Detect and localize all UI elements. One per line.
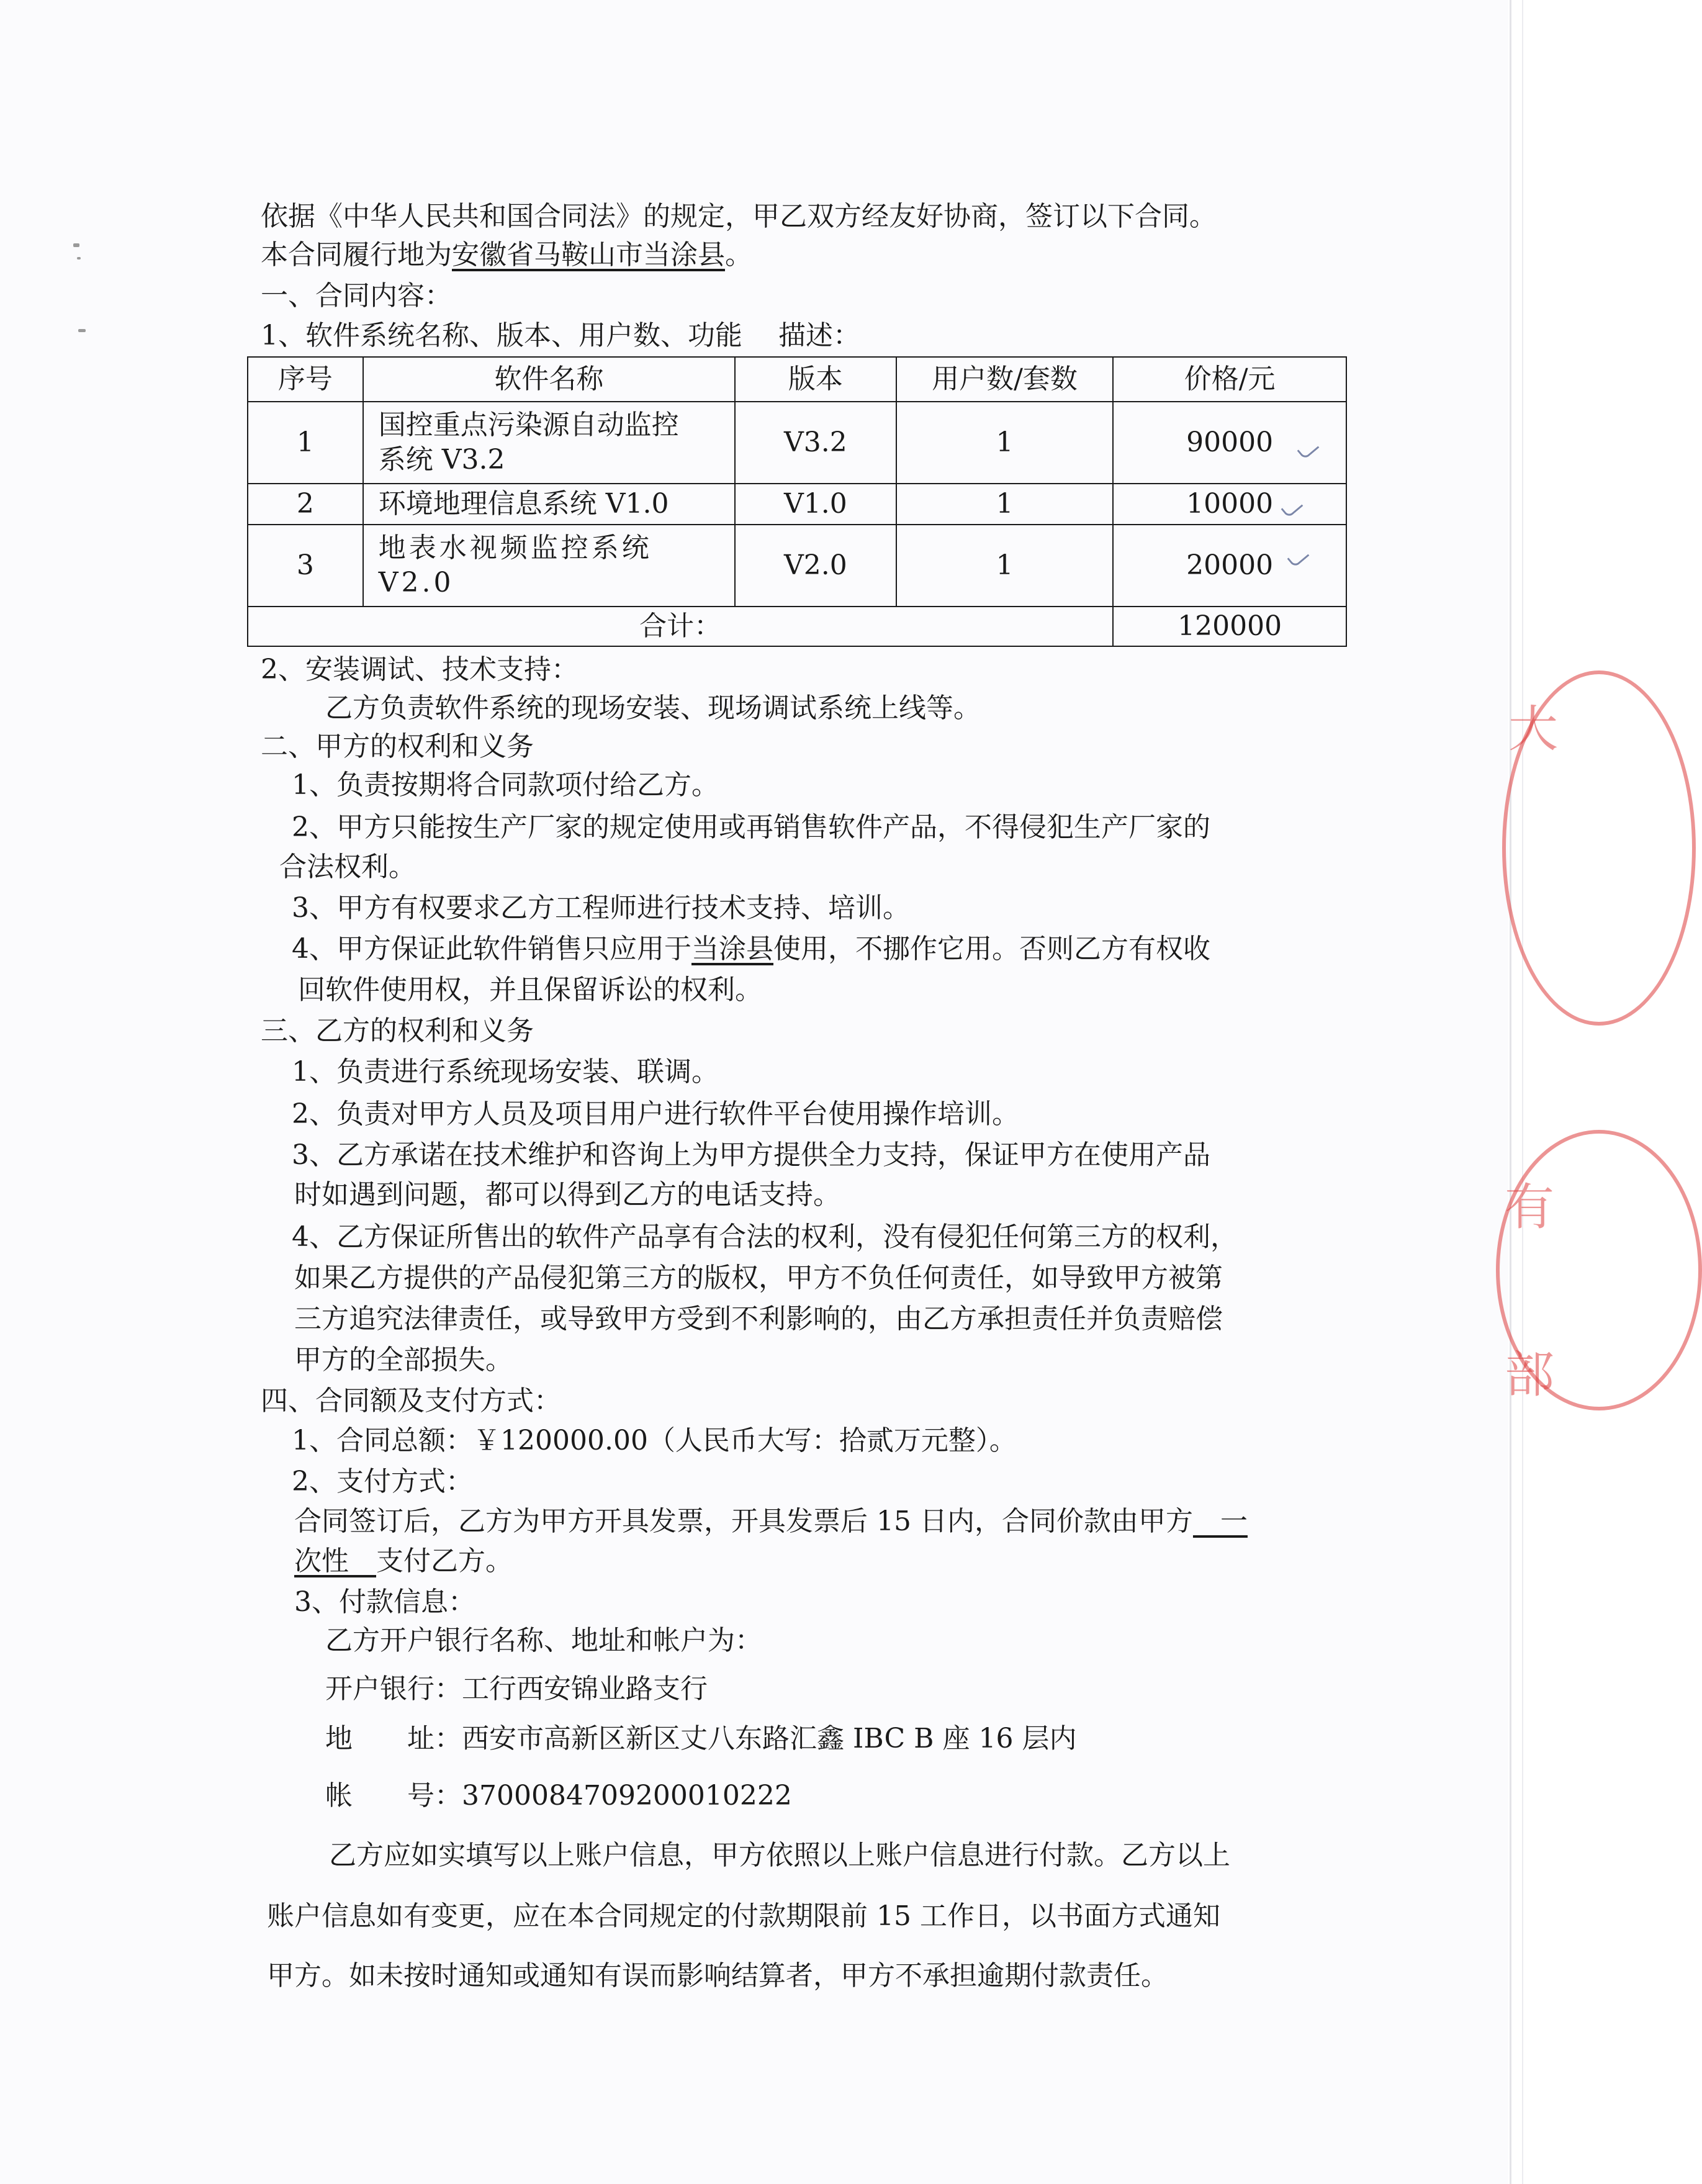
performance-place	[261, 236, 1341, 274]
row-version: V1.0	[735, 484, 896, 525]
page-edge	[1510, 0, 1511, 2184]
row-name-line: 国控重点污染源自动监控	[378, 409, 679, 441]
party-a-item-4-suffix: 使用，不挪作它用。否则乙方有权收	[773, 933, 1210, 965]
party-a-item-2: 2、甲方只能按生产厂家的规定使用或再销售软件产品，不得侵犯生产厂家的	[292, 811, 1210, 843]
party-b-item-3: 3、乙方承诺在技术维护和咨询上为甲方提供全力支持，保证甲方在使用产品	[292, 1139, 1210, 1171]
payment-method-suffix: 支付乙方。	[376, 1545, 513, 1577]
row-users: 1	[896, 402, 1114, 484]
row-version: V3.2	[735, 402, 896, 484]
header-name: 软件名称	[363, 357, 735, 402]
party-b-item-4-cont: 如果乙方提供的产品侵犯第三方的版权，甲方不负任何责任，如导致甲方被第	[294, 1262, 1223, 1294]
party-a-item-4-place: 当涂县	[691, 933, 773, 965]
scan-speck	[73, 243, 79, 247]
scan-speck	[78, 329, 86, 332]
account-note: 乙方应如实填写以上账户信息，甲方依照以上账户信息进行付款。乙方以上	[329, 1839, 1230, 1871]
party-b-item-3-cont: 时如遇到问题，都可以得到乙方的电话支持。	[294, 1179, 840, 1211]
party-b-title: 三、乙方的权利和义务	[261, 1015, 534, 1047]
row-price: 20000	[1113, 525, 1346, 607]
party-b-item-4: 4、乙方保证所售出的软件产品享有合法的权利，没有侵犯任何第三方的权利，	[292, 1221, 1238, 1253]
section-1-2-title: 2、安装调试、技术支持：	[261, 654, 579, 685]
account-note-cont: 甲方。如未按时通知或通知有误而影响结算者，甲方不承担逾期付款责任。	[267, 1960, 1168, 1992]
bank-account-label: 帐 号：	[325, 1780, 462, 1812]
payment-method-fill-cont: 次性	[294, 1545, 376, 1577]
table-row	[248, 484, 1346, 525]
page-edge-shadow	[1522, 0, 1523, 2184]
payment-total: 1、合同总额：￥120000.00（人民币大写：拾贰万元整）。	[292, 1425, 1017, 1456]
row-price: 90000	[1113, 402, 1346, 484]
payment-info-intro: 乙方开户银行名称、地址和帐户为：	[325, 1625, 762, 1656]
row-name-line: 地表水视频监控系统	[378, 532, 652, 564]
total-value: 120000	[1113, 607, 1346, 646]
table-row	[248, 402, 1346, 484]
party-a-item-4-cont: 回软件使用权，并且保留诉讼的权利。	[298, 974, 762, 1006]
party-a-item-1: 1、负责按期将合同款项付给乙方。	[292, 769, 719, 801]
account-note-cont: 账户信息如有变更，应在本合同规定的付款期限前 15 工作日，以书面方式通知	[267, 1900, 1220, 1932]
header-price: 价格/元	[1113, 357, 1346, 402]
row-users: 1	[896, 525, 1114, 607]
row-no: 1	[248, 402, 363, 484]
red-seal-top-glyph: 大	[1508, 700, 1558, 758]
bank-account	[325, 1777, 1405, 1815]
row-name	[363, 402, 735, 484]
party-b-item-4-cont: 三方追究法律责任，或导致甲方受到不利影响的，由乙方承担责任并负责赔偿	[294, 1303, 1223, 1335]
red-seal-bottom-glyph-2: 部	[1505, 1346, 1554, 1404]
party-a-item-4-prefix: 4、甲方保证此软件销售只应用于	[292, 933, 691, 965]
row-name-line: 系统 V3.2	[378, 444, 505, 476]
party-a-item-3: 3、甲方有权要求乙方工程师进行技术支持、培训。	[292, 892, 910, 924]
party-a-title: 二、甲方的权利和义务	[261, 731, 534, 762]
performance-place-value: 安徽省马鞍山市当涂县	[452, 239, 725, 271]
red-seal-bottom-glyph: 有	[1505, 1178, 1554, 1236]
row-name	[363, 525, 735, 607]
bank-address-label: 地 址：	[325, 1723, 462, 1754]
payment-method	[294, 1502, 1374, 1541]
table-row	[248, 525, 1346, 607]
header-version: 版本	[735, 357, 896, 402]
software-table	[247, 356, 1347, 647]
performance-place-suffix: 。	[725, 239, 752, 271]
scan-speck	[77, 257, 81, 259]
section-1-title: 一、合同内容：	[261, 280, 452, 312]
row-no: 2	[248, 484, 363, 525]
bank-account-value: 3700084709200010222	[462, 1780, 792, 1812]
bank-address-value: 西安市高新区新区丈八东路汇鑫 IBC B 座 16 层内	[462, 1723, 1077, 1754]
section-1-2-body: 乙方负责软件系统的现场安装、现场调试系统上线等。	[325, 692, 981, 724]
row-no: 3	[248, 525, 363, 607]
performance-place-prefix: 本合同履行地为	[261, 239, 452, 271]
row-version: V2.0	[735, 525, 896, 607]
table-header-row	[248, 357, 1346, 402]
header-users: 用户数/套数	[896, 357, 1114, 402]
payment-method-prefix: 合同签订后，乙方为甲方开具发票，开具发票后 15 日内，合同价款由甲方	[294, 1505, 1193, 1537]
bank-address	[325, 1720, 1405, 1758]
intro-paragraph: 依据《中华人民共和国合同法》的规定，甲乙双方经友好协商，签订以下合同。	[261, 201, 1217, 232]
row-users: 1	[896, 484, 1114, 525]
payment-method-cont	[294, 1542, 1374, 1581]
payment-info-title: 3、付款信息：	[294, 1586, 475, 1618]
section-1-1-title: 1、软件系统名称、版本、用户数、功能 描述：	[261, 320, 860, 351]
payment-title: 四、合同额及支付方式：	[261, 1385, 561, 1417]
row-price: 10000	[1113, 484, 1346, 525]
row-name-line: V2.0	[378, 567, 454, 598]
row-name: 环境地理信息系统 V1.0	[363, 484, 735, 525]
party-a-item-4	[292, 930, 1372, 968]
bank-name: 开户银行：工行西安锦业路支行	[325, 1673, 708, 1705]
header-no: 序号	[248, 357, 363, 402]
total-label: 合计：	[248, 607, 1113, 646]
party-b-item-4-cont: 甲方的全部损失。	[294, 1344, 513, 1376]
party-a-item-2-cont: 合法权利。	[279, 851, 416, 883]
payment-method-title: 2、支付方式：	[292, 1466, 473, 1497]
payment-method-fill: 一	[1192, 1505, 1248, 1537]
table-total-row	[248, 607, 1346, 646]
party-b-item-2: 2、负责对甲方人员及项目用户进行软件平台使用操作培训。	[292, 1098, 1019, 1130]
party-b-item-1: 1、负责进行系统现场安装、联调。	[292, 1056, 719, 1088]
